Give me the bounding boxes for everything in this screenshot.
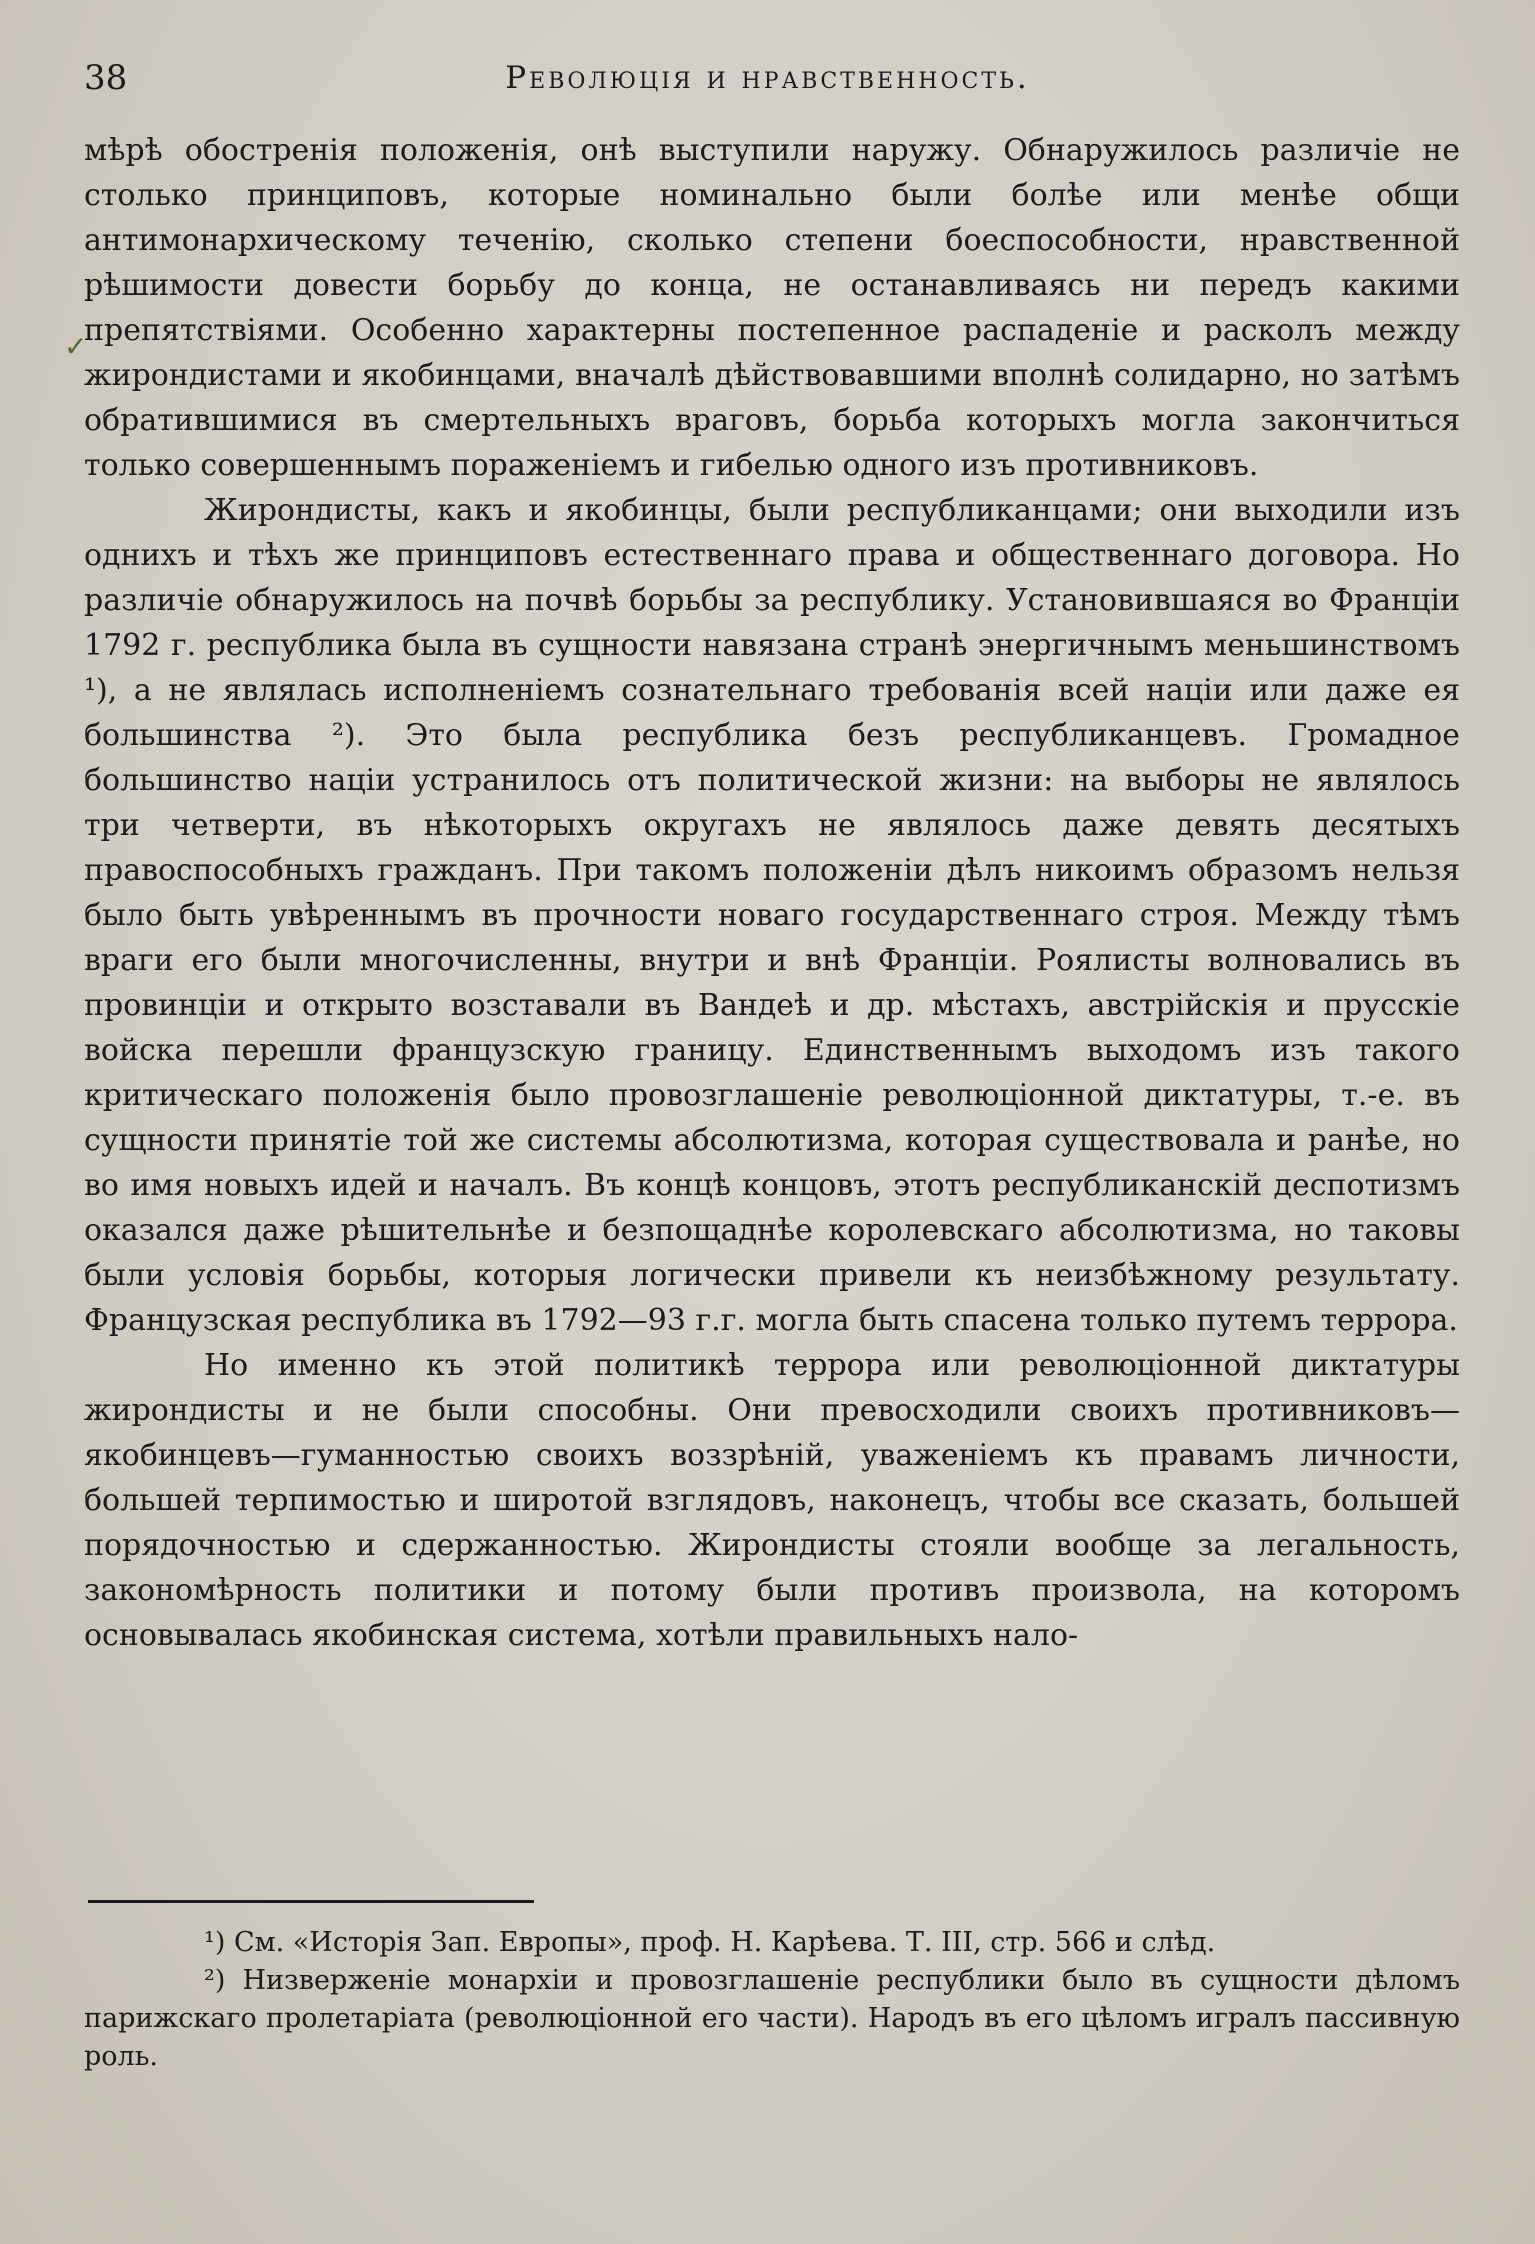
page-header xyxy=(84,58,1451,108)
footnote-1: ¹) См. «Исторiя Зап. Европы», проф. Н. Карѣева. Т. III, стр. 566 и слѣд. xyxy=(204,1927,1216,1958)
pencil-check-mark: ✓ xyxy=(64,330,88,363)
page-number: 38 xyxy=(84,58,128,98)
footnote-divider xyxy=(88,1900,534,1903)
running-title: Революцiя и нравственность. xyxy=(505,60,1030,96)
main-text xyxy=(84,128,1460,1658)
footnotes xyxy=(84,1924,1460,2076)
paragraph-3: Но именно къ этой политикѣ террора или революцiонной диктатуры жирондисты и не были способны. Они превосходили своихъ противниковъ—якобинцевъ—гуманностью своихъ воззрѣнiй, уваженiемъ къ правамъ личности, большей терпимостью и широтой взглядовъ, наконецъ, чтобы все сказать, большей порядочностью и сдержанностью. Жирондисты стояли вообще за легальность, закономѣрность политики и потому были противъ произвола, на которомъ основывалась якобинская система, хотѣли правильныхъ нало- xyxy=(84,1348,1460,1653)
paragraph-2: Жирондисты, какъ и якобинцы, были республиканцами; они выходили изъ однихъ и тѣхъ же принциповъ естественнаго права и общественнаго договора. Но различiе обнаружилось на почвѣ борьбы за республику. Установившаяся во Францiи 1792 г. республика была въ сущности навязана странѣ энергичнымъ меньшинствомъ ¹), а не являлась исполненiемъ сознательнаго требованiя всей нацiи или даже ея большинства ²). Это была республика безъ республиканцевъ. Громадное большинство нацiи устранилось отъ политической жизни: на выборы не являлось три четверти, въ нѣкоторыхъ округахъ не являлось даже девять десятыхъ правоспособныхъ гражданъ. При такомъ положенiи дѣлъ никоимъ образомъ нельзя было быть увѣреннымъ въ прочности новаго государственнаго строя. Между тѣмъ враги его были многочисленны, внутри и внѣ Францiи. Роялисты волновались въ провинцiи и открыто возставали въ Вандеѣ и др. мѣстахъ, австрiйскiя и прусскiе войска перешли французскую границу. Единственнымъ выходомъ изъ такого критическаго положенiя было провозглашенiе революцiонной диктатуры, т.-е. въ сущности принятiе той же системы абсолютизма, которая существовала и ранѣе, но во имя новыхъ идей и началъ. Въ концѣ концовъ, этотъ республиканскiй деспотизмъ оказался даже рѣшительнѣе и безпощаднѣе королевскаго абсолютизма, но таковы были условiя борьбы, которыя логически привели къ неизбѣжному результату. Французская республика въ 1792—93 г.г. могла быть спасена только путемъ террора. xyxy=(84,493,1460,1338)
paragraph-1: мѣрѣ обостренiя положенiя, онѣ выступили наружу. Обнаружилось различiе не столько принциповъ, которые номинально были болѣе или менѣе общи антимонархическому теченiю, сколько степени боеспособности, нравственной рѣшимости довести борьбу до конца, не останавливаясь ни передъ какими препятствiями. Особенно характерны постепенное распаденiе и расколъ между жирондистами и якобинцами, вначалѣ дѣйствовавшими вполнѣ солидарно, но затѣмъ обратившимися въ смертельныхъ враговъ, борьба которыхъ могла закончиться только совершеннымъ пораженiемъ и гибелью одного изъ противниковъ. xyxy=(84,133,1460,483)
footnote-2: ²) Низверженiе монархiи и провозглашенiе республики было въ сущности дѣломъ парижскаго пролетарiата (революцiонной его части). Народъ въ его цѣломъ игралъ пассивную роль. xyxy=(84,1965,1460,2072)
